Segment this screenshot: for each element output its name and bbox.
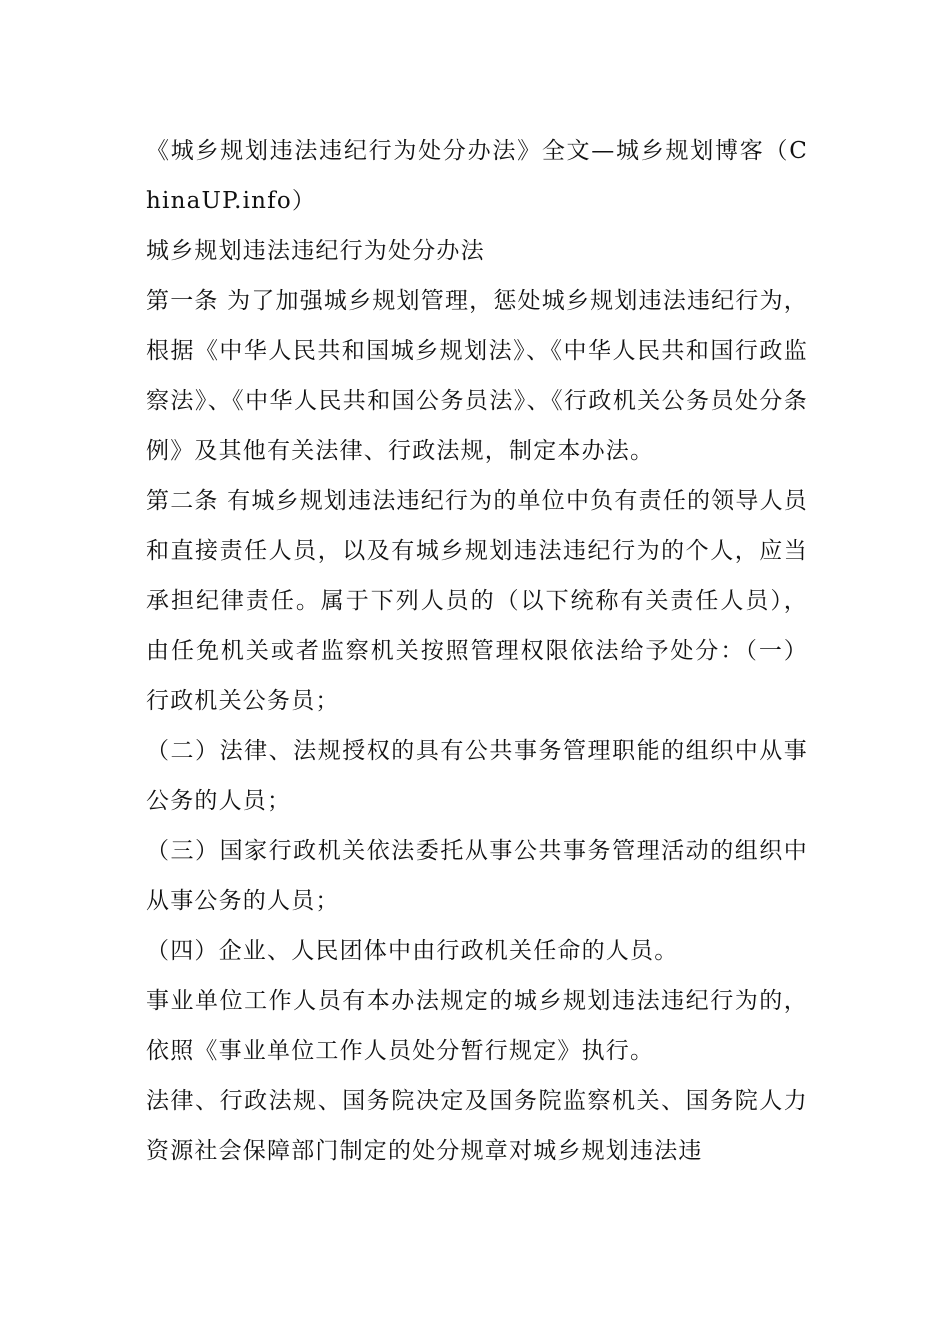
document-title: 《城乡规划违法违纪行为处分办法》全文—城乡规划博客（ChinaUP.info）: [146, 138, 808, 214]
article-2-item-2: （二）法律、法规授权的具有公共事务管理职能的组织中从事公务的人员；: [146, 738, 808, 814]
article-2-item-4: （四）企业、人民团体中由行政机关任命的人员。: [146, 938, 679, 964]
article-2: 第二条 有城乡规划违法违纪行为的单位中负有责任的领导人员和直接责任人员，以及有城乡规划违法违纪行为的个人，应当承担纪律责任。属于下列人员的（以下统称有关责任人员），由任免机关或者监察机关按照管理权限依法给予处分：（一）行政机关公务员；: [146, 488, 808, 714]
law-heading: 城乡规划违法违纪行为处分办法: [146, 238, 485, 264]
public-institution-paragraph: 事业单位工作人员有本办法规定的城乡规划违法违纪行为的，依照《事业单位工作人员处分暂行规定》执行。: [146, 988, 808, 1064]
regulation-paragraph: 法律、行政法规、国务院决定及国务院监察机关、国务院人力资源社会保障部门制定的处分规章对城乡规划违法违: [146, 1088, 808, 1164]
article-1: 第一条 为了加强城乡规划管理，惩处城乡规划违法违纪行为，根据《中华人民共和国城乡规划法》、《中华人民共和国行政监察法》、《中华人民共和国公务员法》、《行政机关公务员处分条例》及其他有关法律、行政法规，制定本办法。: [146, 288, 808, 464]
document-page: [146, 126, 808, 1176]
article-2-item-3: （三）国家行政机关依法委托从事公共事务管理活动的组织中从事公务的人员；: [146, 838, 808, 914]
